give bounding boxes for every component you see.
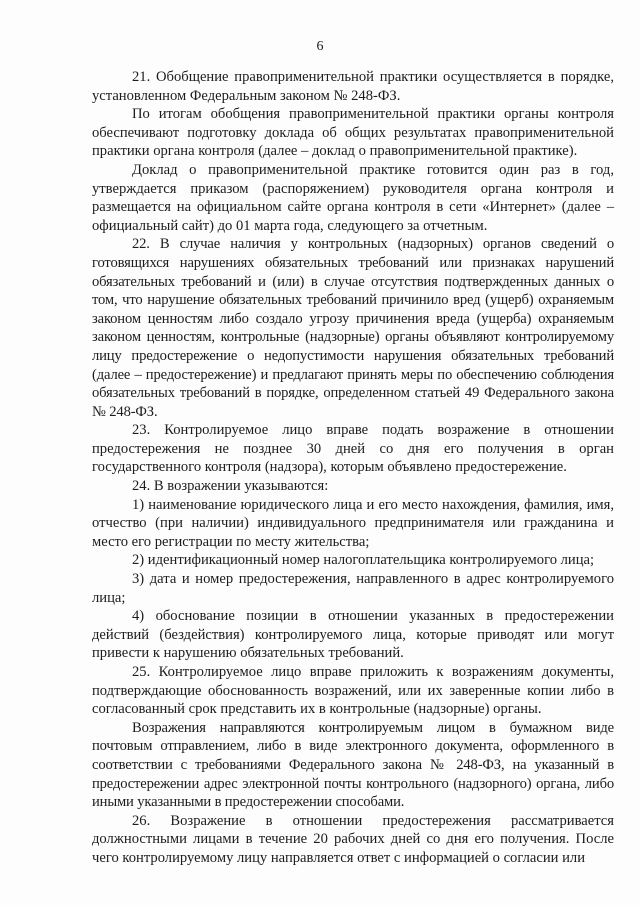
paragraph-25: 25. Контролируемое лицо вправе приложить к возражениям документы, подтверждающие обоснованность возражений, или их заверенные копии либо в согласованный срок представить их в контрольные (надзорные) органы. [92, 664, 614, 718]
paragraph-21: 21. Обобщение правоприменительной практики осуществляется в порядке, установленном Федеральным законом № 248-ФЗ. [92, 69, 614, 104]
paragraph-report-annual: Доклад о правоприменительной практике готовится один раз в год, утверждается приказом (распоряжением) руководителя органа контроля и размещается на официальном сайте органа контроля в сети «Интернет» (далее – официальный сайт) до 01 марта года, следующего за отчетным. [92, 161, 614, 234]
paragraph-generalization-results: По итогам обобщения правоприменительной практики органы контроля обеспечивают подготовку доклада об общих результатах правоприменительной практики органа контроля (далее – доклад о правоприменительной практике). [92, 106, 614, 160]
paragraph-22: 22. В случае наличия у контрольных (надзорных) органов сведений о готовящихся нарушениях обязательных требований или признаках нарушений обязательных требований и (или) в случае отсутствия подтвержденных данных о том, что нарушение обязательных требований причинило вред (ущерб) охраняемым законом ценностям либо создало угрозу причинения вреда (ущерба) охраняемым законом ценностям, контрольные (надзорные) органы объявляют контролируемому лицу предостережение о недопустимости нарушения обязательных требований (далее – предостережение) и предлагают принять меры по обеспечению соблюдения обязательных требований в порядке, определенном статьей 49 Федерального закона № 248-ФЗ. [92, 236, 614, 420]
paragraph-24-item-1: 1) наименование юридического лица и его место нахождения, фамилия, имя, отчество (при наличии) индивидуального предпринимателя или гражданина и место его регистрации по месту жительства; [92, 496, 614, 550]
paragraph-23: 23. Контролируемое лицо вправе подать возражение в отношении предостережения не позднее 30 дней со дня его получения в орган государственного контроля (надзора), которым объявлено предостережение. [92, 422, 614, 476]
paragraph-24-item-4: 4) обоснование позиции в отношении указанных в предостережении действий (бездействия) контролируемого лица, которые приводят или могут привести к нарушению обязательных требований. [92, 608, 614, 662]
paragraph-objections-sending: Возражения направляются контролируемым лицом в бумажном виде почтовым отправлением, либо в виде электронного документа, оформленного в соответствии с требованиями Федерального закона № 248-ФЗ, на указанный в предостережении адрес электронной почты контрольного (надзорного) органа, либо иными указанными в предостережении способами. [92, 719, 614, 811]
paragraph-24-item-3: 3) дата и номер предостережения, направленного в адрес контролируемого лица; [92, 571, 614, 606]
paragraph-24-item-2: 2) идентификационный номер налогоплательщика контролируемого лица; [132, 552, 595, 569]
paragraph-24: 24. В возражении указываются: [132, 478, 329, 495]
paragraph-26: 26. Возражение в отношении предостережения рассматривается должностными лицами в течение 20 рабочих дней со дня его получения. После чего контролируемому лицу направляется ответ с информацией о согласии или [92, 812, 614, 866]
document-body [92, 68, 614, 868]
page-number: 6 [316, 39, 324, 54]
